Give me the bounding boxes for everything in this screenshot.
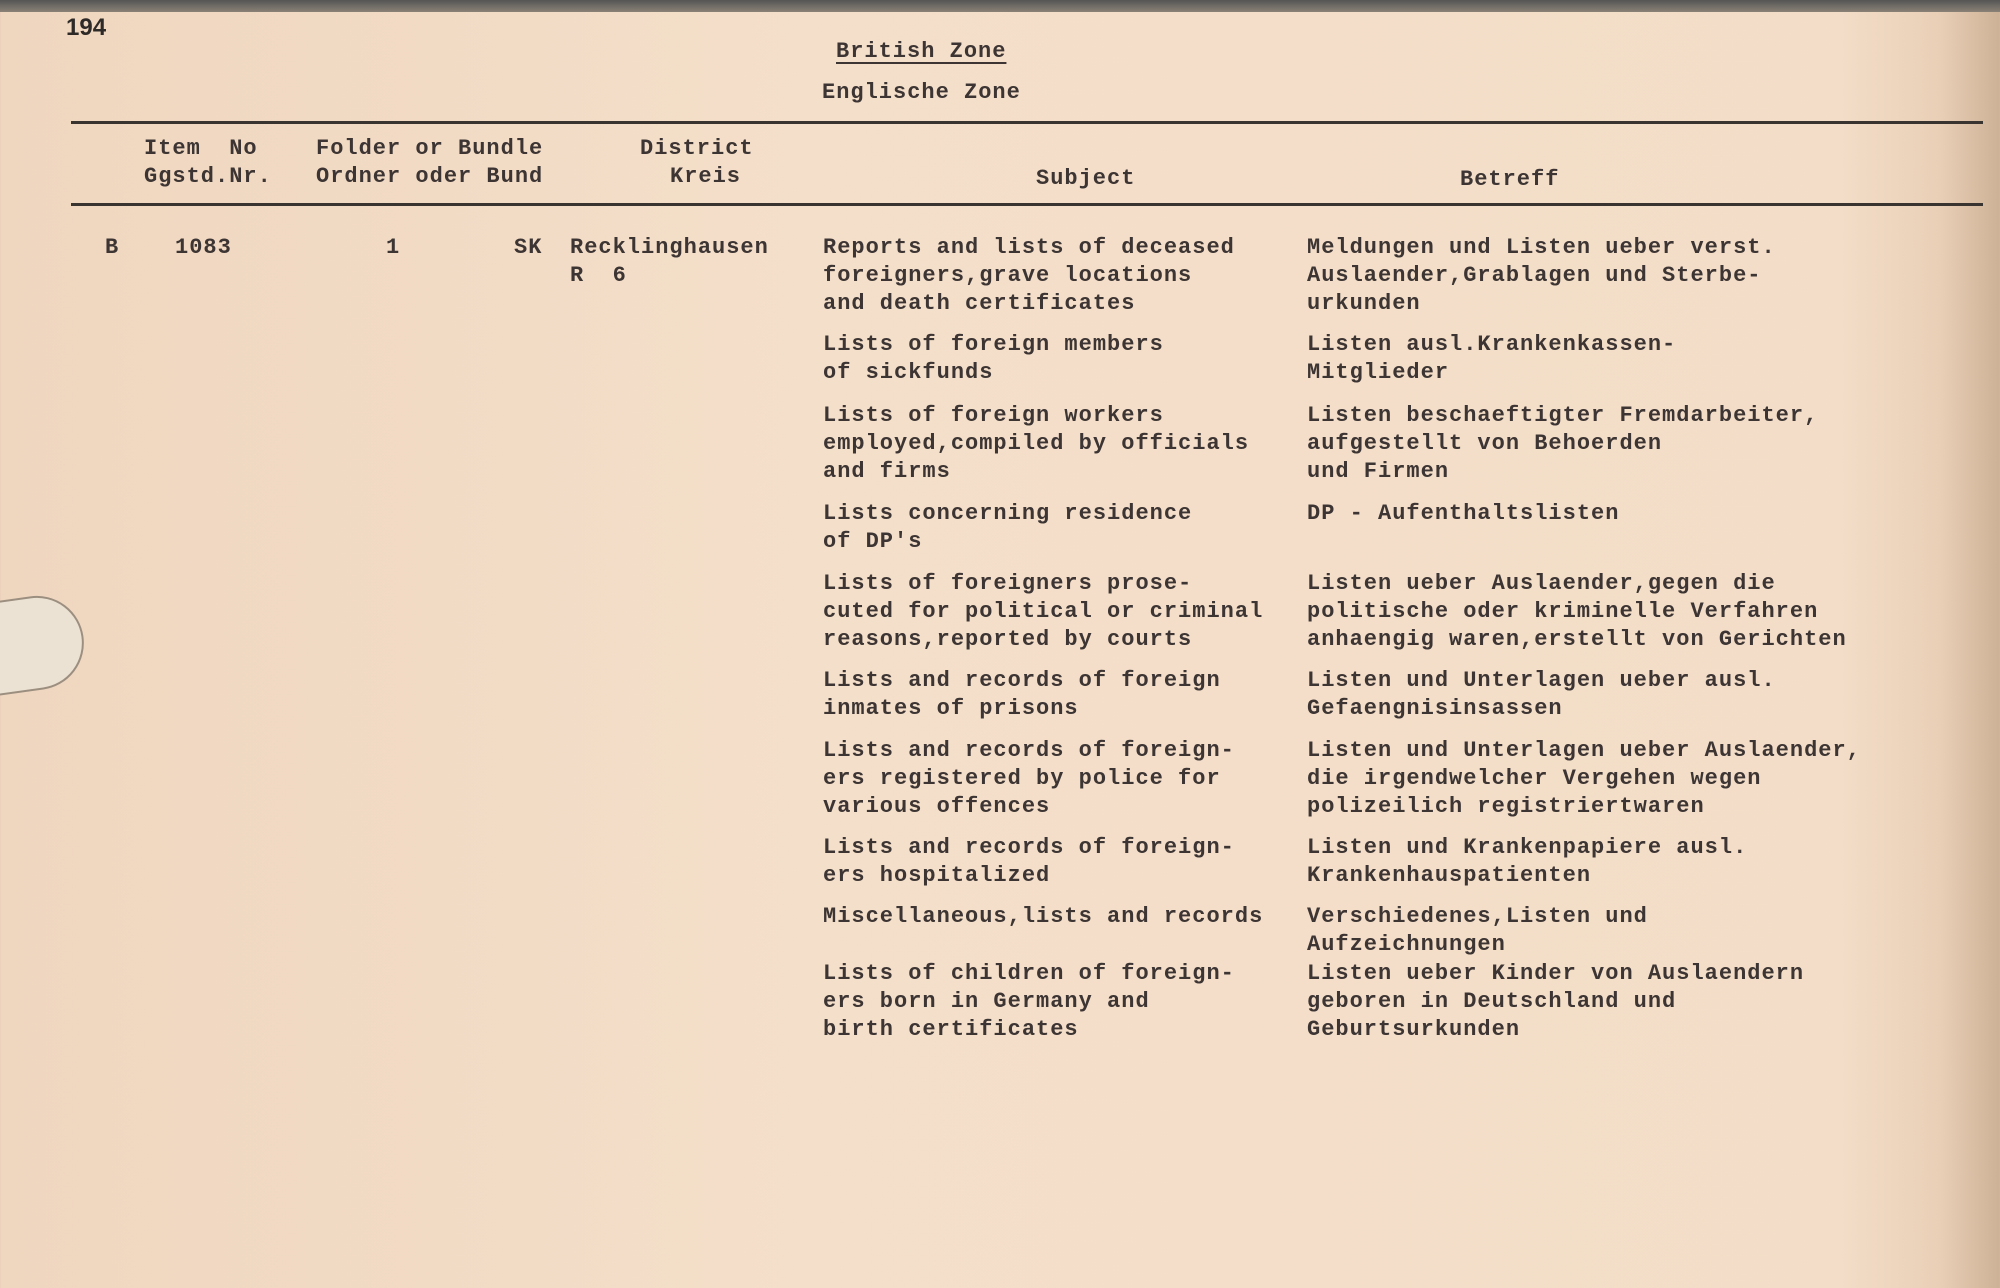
row-prefix: B	[105, 235, 120, 260]
subject-text: Lists of foreign members of sickfunds	[823, 332, 1164, 385]
row-district: Recklinghausen	[570, 235, 769, 260]
page-subtitle: Englische Zone	[822, 80, 1021, 105]
betreff-text: Listen ueber Auslaender,gegen die politische oder kriminelle Verfahren anhaengig waren,erstellt von Gerichten	[1307, 571, 1847, 652]
subject-text: Lists and records of foreign- ers registered by police for various offences	[823, 738, 1235, 819]
index-tab	[0, 590, 90, 700]
header-subject: Subject	[1036, 166, 1136, 191]
subject-text: Lists and records of foreign- ers hospitalized	[823, 835, 1235, 888]
header-item-de: Ggstd.Nr.	[144, 164, 272, 189]
header-betreff: Betreff	[1460, 167, 1560, 192]
header-folder-en: Folder or Bundle	[316, 136, 544, 161]
subject-text: Lists of foreigners prose- cuted for political or criminal reasons,reported by courts	[823, 571, 1264, 652]
row-folder: 1	[386, 235, 401, 260]
row-item-no: 1083	[175, 235, 232, 260]
header-district-de: Kreis	[670, 164, 742, 189]
page-number: 194	[66, 14, 107, 41]
subject-text: Reports and lists of deceased foreigners,grave locations and death certificates	[823, 235, 1235, 316]
betreff-text: DP - Aufenthaltslisten	[1307, 501, 1620, 526]
betreff-text: Listen und Unterlagen ueber Auslaender, die irgendwelcher Vergehen wegen polizeilich registriertwaren	[1307, 738, 1861, 819]
row-district-sub: R 6	[570, 263, 627, 288]
page-top-edge	[0, 0, 2000, 12]
betreff-text: Verschiedenes,Listen und Aufzeichnungen	[1307, 904, 1648, 957]
betreff-text: Listen ausl.Krankenkassen- Mitglieder	[1307, 332, 1677, 385]
header-top-rule	[71, 121, 1983, 124]
header-district-en: District	[640, 136, 754, 161]
subject-text: Lists concerning residence of DP's	[823, 501, 1193, 554]
betreff-text: Listen und Krankenpapiere ausl. Krankenhauspatienten	[1307, 835, 1748, 888]
header-folder-de: Ordner oder Bund	[316, 164, 544, 189]
page-title: British Zone	[836, 39, 1007, 64]
betreff-text: Listen beschaeftigter Fremdarbeiter, aufgestellt von Behoerden und Firmen	[1307, 403, 1819, 484]
header-item-en: Item No	[144, 136, 258, 161]
betreff-text: Meldungen und Listen ueber verst. Auslaender,Grablagen und Sterbe- urkunden	[1307, 235, 1776, 316]
subject-text: Miscellaneous,lists and records	[823, 904, 1264, 929]
betreff-text: Listen ueber Kinder von Auslaendern geboren in Deutschland und Geburtsurkunden	[1307, 961, 1805, 1042]
subject-text: Lists of children of foreign- ers born in Germany and birth certificates	[823, 961, 1235, 1042]
header-bottom-rule	[71, 203, 1983, 206]
subject-text: Lists of foreign workers employed,compiled by officials and firms	[823, 403, 1250, 484]
betreff-text: Listen und Unterlagen ueber ausl. Gefaengnisinsassen	[1307, 668, 1776, 721]
subject-text: Lists and records of foreign inmates of prisons	[823, 668, 1221, 721]
row-district-code: SK	[514, 235, 543, 260]
